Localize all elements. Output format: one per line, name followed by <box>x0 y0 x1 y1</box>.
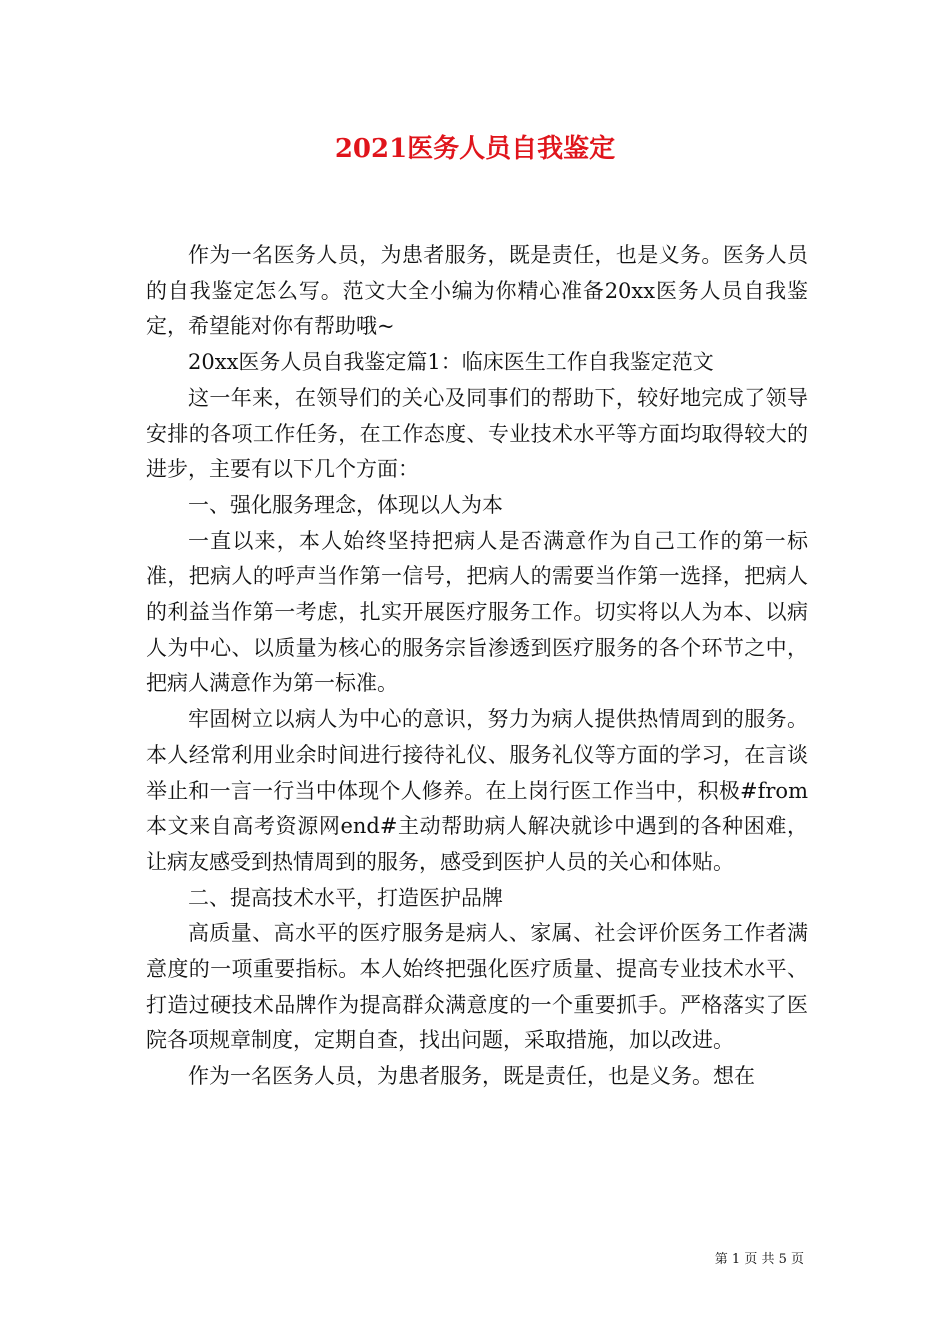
document-title: 2021医务人员自我鉴定 <box>334 134 616 164</box>
paragraph-heading-2: 二、提高技术水平，打造医护品牌 <box>188 885 503 910</box>
paragraph-heading-1: 一、强化服务理念，体现以人为本 <box>188 492 503 517</box>
paragraph-patient-first: 一直以来，本人始终坚持把病人是否满意作为自己工作的第一标准，把病人的呼声当作第一信号，把病人的需要当作第一选择，把病人的利益当作第一考虑，扎实开展医疗服务工作。切实将以人为本、以病人为中心、以质量为核心的服务宗旨渗透到医疗服务的各个环节之中，把病人满意作为第一标准。 <box>146 528 808 696</box>
page-number: 第 1 页 共 5 页 <box>714 1252 804 1267</box>
paragraph-quality: 高质量、高水平的医疗服务是病人、家属、社会评价医务工作者满意度的一项重要指标。本人始终把强化医疗质量、提高专业技术水平、打造过硬技术品牌作为提高群众满意度的一个重要抓手。严格落实了医院各项规章制度，定期自查，找出问题，采取措施，加以改进。 <box>146 921 808 1053</box>
paragraph-year-summary: 这一年来，在领导们的关心及同事们的帮助下，较好地完成了领导安排的各项工作任务，在工作态度、专业技术水平等方面均取得较大的进步，主要有以下几个方面： <box>146 385 808 482</box>
document-body <box>146 238 808 1095</box>
paragraph-service-awareness: 牢固树立以病人为中心的意识，努力为病人提供热情周到的服务。本人经常利用业余时间进行接待礼仪、服务礼仪等方面的学习，在言谈举止和一言一行当中体现个人修养。在上岗行医工作当中，积极#from本文来自高考资源网end#主动帮助病人解决就诊中遇到的各种困难，让病友感受到热情周到的服务，感受到医护人员的关心和体贴。 <box>146 707 808 874</box>
paragraph-section-heading: 20xx医务人员自我鉴定篇1：临床医生工作自我鉴定范文 <box>188 350 714 375</box>
paragraph-continuation: 作为一名医务人员，为患者服务，既是责任，也是义务。想在 <box>188 1064 755 1089</box>
paragraph-intro: 作为一名医务人员，为患者服务，既是责任，也是义务。医务人员的自我鉴定怎么写。范文大全小编为你精心准备20xx医务人员自我鉴定，希望能对你有帮助哦~ <box>146 243 808 339</box>
